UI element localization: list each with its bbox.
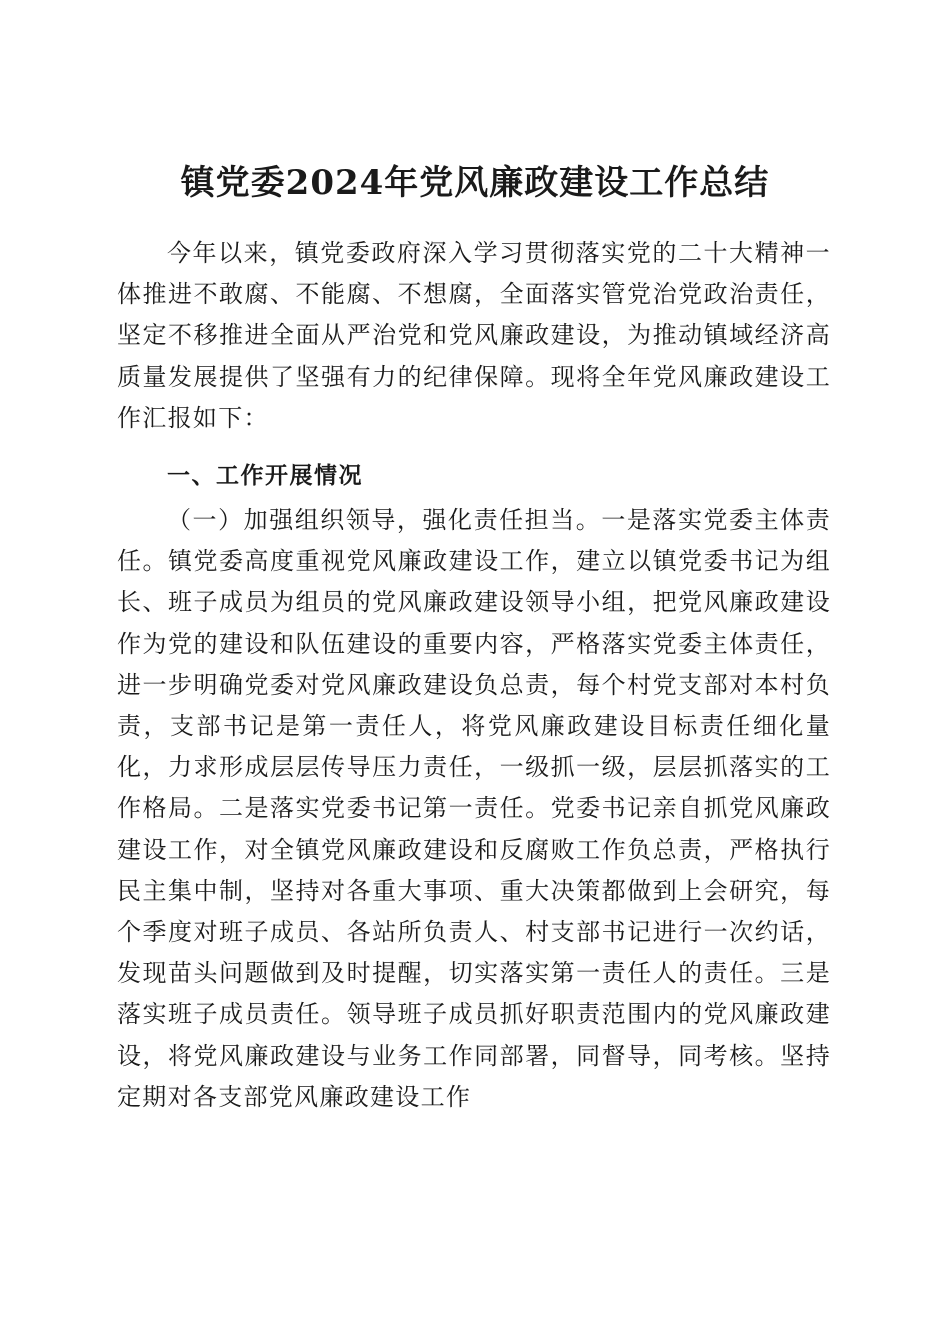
subsection-body: 一是落实党委主体责任。镇党委高度重视党风廉政建设工作，建立以镇党委书记为组长、班子成员为组员的党风廉政建设领导小组，把党风廉政建设作为党的建设和队伍建设的重要内容，严格落实党委主体责任，进一步明确党委对党风廉政建设负总责，每个村党支部对本村负责，支部书记是第一责任人，将党风廉政建设目标责任细化量化，力求形成层层传导压力责任，一级抓一级，层层抓落实的工作格局。二是落实党委书记第一责任。党委书记亲自抓党风廉政建设工作，对全镇党风廉政建设和反腐败工作负总责，严格执行民主集中制，坚持对各重大事项、重大决策都做到上会研究，每个季度对班子成员、各站所负责人、村支部书记进行一次约话，发现苗头问题做到及时提醒，切实落实第一责任人的责任。三是落实班子成员责任。领导班子成员抓好职责范围内的党风廉政建设，将党风廉政建设与业务工作同部署，同督导，同考核。坚持定期对各支部党风廉政建设工作 bbox=[117, 506, 831, 1111]
subsection-paragraph bbox=[117, 500, 831, 1118]
subsection-heading: （一）加强组织领导，强化责任担当。 bbox=[167, 506, 602, 534]
document-title: 镇党委2024年党风廉政建设工作总结 bbox=[180, 162, 770, 203]
section-heading: 一、工作开展情况 bbox=[167, 463, 363, 489]
intro-paragraph: 今年以来，镇党委政府深入学习贯彻落实党的二十大精神一体推进不敢腐、不能腐、不想腐，全面落实管党治党政治责任，坚定不移推进全面从严治党和党风廉政建设，为推动镇域经济高质量发展提供了坚强有力的纪律保障。现将全年党风廉政建设工作汇报如下： bbox=[117, 239, 831, 432]
